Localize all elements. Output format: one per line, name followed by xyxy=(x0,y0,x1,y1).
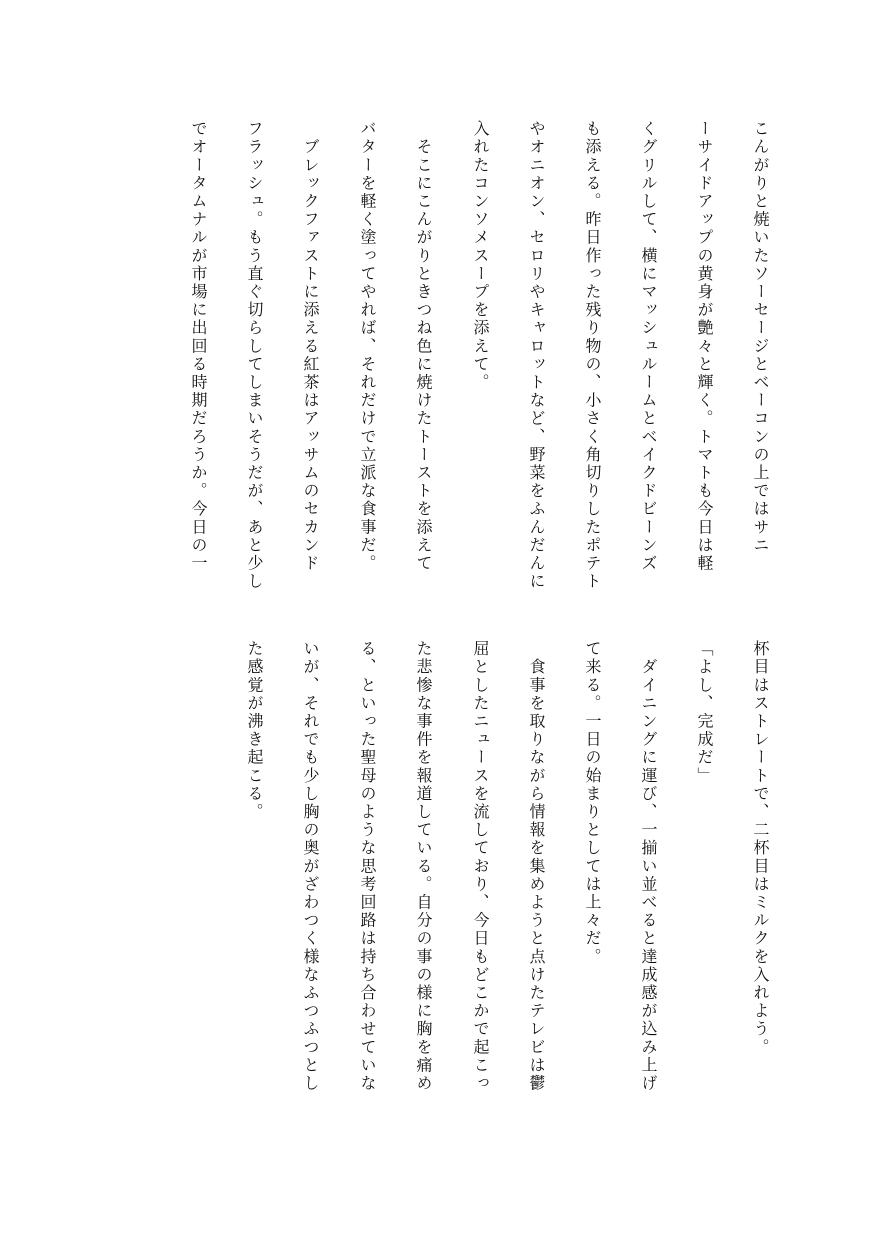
text-line: 杯目はストレートで、二杯目はミルクを入れよう。 xyxy=(751,640,770,1057)
text-line: ーサイドアップの黄身が艶々と輝く。トマトも今日は軽 xyxy=(695,120,714,573)
text-line: くグリルして、横にマッシュルームとベイクドビーンズ xyxy=(639,120,658,573)
text-line: る、といった聖母のような思考回路は持ち合わせていな xyxy=(358,640,377,1093)
text-line: 「よし、完成だ」 xyxy=(695,640,714,785)
text-line: いが、それでも少し胸の奥がざわつく様なふつふつとし xyxy=(301,640,320,1093)
text-line: そこにこんがりときつね色に焼けたトーストを添えて xyxy=(414,120,433,573)
text-line: 屈としたニュースを流しており、今日もどこかで起こっ xyxy=(471,640,490,1093)
text-line: やオニオン、セロリやキャロットなど、野菜をふんだんに xyxy=(527,120,546,591)
text-line: た感覚が沸き起こる。 xyxy=(245,640,264,821)
text-line: 食事を取りながら情報を集めようと点けたテレビは鬱 xyxy=(527,640,546,1093)
text-line: バターを軽く塗ってやれば、それだけで立派な食事だ。 xyxy=(358,120,377,573)
text-line: も添える。昨日作った残り物の、小さく角切りしたポテト xyxy=(583,120,602,591)
text-line: でオータムナルが市場に出回る時期だろうか。今日の一 xyxy=(189,120,208,573)
text-line: た悲惨な事件を報道している。自分の事の様に胸を痛め xyxy=(414,640,433,1093)
text-line: フラッシュ。もう直ぐ切らしてしまいそうだが、あと少し xyxy=(245,120,264,591)
text-line: こんがりと焼いたソーセージとベーコンの上ではサニ xyxy=(751,120,770,555)
text-line: ダイニングに運び、一揃い並べると達成感が込み上げ xyxy=(639,640,658,1093)
text-line: 入れたコンソメスープを添えて。 xyxy=(471,120,490,392)
text-line: ブレックファストに添える紅茶はアッサムのセカンド xyxy=(301,120,320,573)
text-line: て来る。一日の始まりとしては上々だ。 xyxy=(583,640,602,966)
